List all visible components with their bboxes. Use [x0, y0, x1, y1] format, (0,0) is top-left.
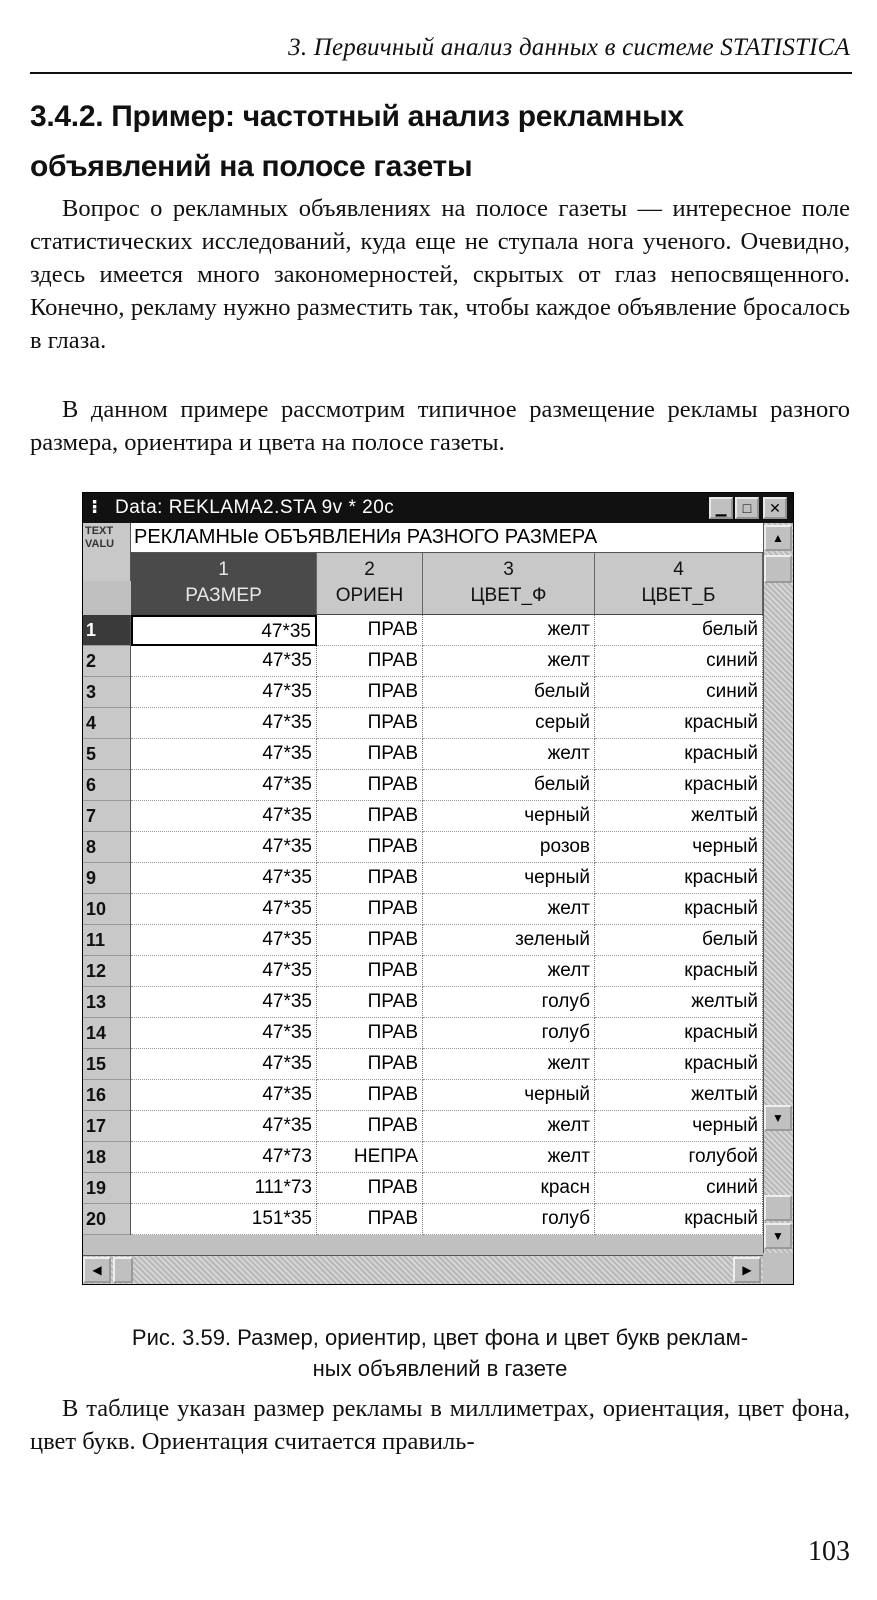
- table-cell[interactable]: зеленый: [423, 925, 595, 956]
- row-header[interactable]: 13: [83, 987, 130, 1018]
- table-cell[interactable]: 47*35: [131, 832, 317, 863]
- column-name: ЦВЕТ_Б: [641, 585, 716, 606]
- table-cell[interactable]: голуб: [423, 1018, 595, 1049]
- table-cell[interactable]: синий: [595, 646, 763, 677]
- table-cell[interactable]: красный: [595, 708, 763, 739]
- table-cell[interactable]: ПРАВ: [317, 1111, 423, 1142]
- column-number: 1: [218, 559, 229, 580]
- column-name: ОРИЕН: [335, 585, 404, 606]
- caption-line2: ных объявлений в газете: [312, 1356, 568, 1381]
- table-cell[interactable]: ПРАВ: [317, 987, 423, 1018]
- table-cell[interactable]: ПРАВ: [317, 1173, 423, 1204]
- row-header[interactable]: 4: [83, 708, 130, 739]
- table-cell[interactable]: 47*35: [131, 1018, 317, 1049]
- table-cell[interactable]: черный: [595, 832, 763, 863]
- table-cell[interactable]: 47*35: [131, 925, 317, 956]
- column-name: ЦВЕТ_Ф: [470, 585, 547, 606]
- window-titlebar[interactable]: [83, 493, 793, 523]
- row-header[interactable]: 12: [83, 956, 130, 987]
- system-menu-icon[interactable]: ⁝: [91, 497, 99, 518]
- table-cell[interactable]: 47*35: [131, 770, 317, 801]
- table-cell[interactable]: желт: [423, 739, 595, 770]
- table-cell[interactable]: красный: [595, 739, 763, 770]
- table-cell[interactable]: желт: [423, 956, 595, 987]
- section-title: [30, 92, 850, 192]
- table-cell[interactable]: ПРАВ: [317, 1049, 423, 1080]
- corner-label-values: VALU: [85, 538, 115, 550]
- paragraph-example: В данном примере рассмотрим типичное размещение рекламы разного размера, ориентира и цвета на полосе газеты.: [30, 396, 850, 456]
- table-cell[interactable]: белый: [423, 677, 595, 708]
- table-cell[interactable]: белый: [423, 770, 595, 801]
- table-cell[interactable]: желтый: [595, 1080, 763, 1111]
- column-header-3[interactable]: [423, 553, 595, 615]
- spreadsheet-window: [82, 492, 794, 1285]
- table-cell[interactable]: красн: [423, 1173, 595, 1204]
- table-cell[interactable]: 47*35: [131, 863, 317, 894]
- table-cell[interactable]: ПРАВ: [317, 739, 423, 770]
- table-cell[interactable]: 47*35: [131, 677, 317, 708]
- paragraph-table-description: В таблице указан размер рекламы в миллиметрах, ориентация, цвет фона, цвет букв. Ориентация считается правиль-: [30, 1395, 850, 1455]
- caption-line1: Рис. 3.59. Размер, ориентир, цвет фона и цвет букв реклам-: [131, 1325, 749, 1350]
- row-header[interactable]: 19: [83, 1173, 130, 1204]
- table-cell[interactable]: синий: [595, 1173, 763, 1204]
- figure-caption: [30, 1322, 850, 1384]
- table-cell[interactable]: черный: [423, 863, 595, 894]
- table-cell[interactable]: ПРАВ: [317, 677, 423, 708]
- table-cell[interactable]: 47*35: [131, 708, 317, 739]
- table-cell[interactable]: 47*35: [131, 956, 317, 987]
- table-cell[interactable]: желт: [423, 615, 595, 646]
- row-header[interactable]: 6: [83, 770, 130, 801]
- table-cell[interactable]: ПРАВ: [317, 925, 423, 956]
- table-cell[interactable]: синий: [595, 677, 763, 708]
- scroll-thumb-lower[interactable]: [764, 1195, 792, 1221]
- column-header-4[interactable]: [595, 553, 763, 615]
- row-header[interactable]: 2: [83, 646, 130, 677]
- scroll-down-button-lower[interactable]: ▼: [764, 1223, 792, 1249]
- horizontal-scrollbar[interactable]: [83, 1255, 763, 1284]
- header-rule: [30, 72, 852, 74]
- table-cell[interactable]: белый: [595, 925, 763, 956]
- table-cell[interactable]: желт: [423, 1049, 595, 1080]
- table-cell[interactable]: красный: [595, 956, 763, 987]
- row-header[interactable]: 10: [83, 894, 130, 925]
- minimize-button[interactable]: ▁: [709, 497, 733, 519]
- table-cell[interactable]: розов: [423, 832, 595, 863]
- section-title-line2: объявлений на полосе газеты: [30, 150, 473, 183]
- table-cell[interactable]: красный: [595, 1018, 763, 1049]
- table-cell[interactable]: голубой: [595, 1142, 763, 1173]
- spreadsheet-header-text[interactable]: РЕКЛАМНЫе ОБЪЯВЛЕНИя РАЗНОГО РАЗМЕРА: [131, 523, 763, 553]
- scroll-up-button[interactable]: ▲: [764, 525, 792, 551]
- paragraph-intro: Вопрос о рекламных объявлениях на полосе газеты — интересное поле статистических исследований, куда еще не ступала нога ученого. Очевидно, здесь имеется много закономерностей, скрытых от глаз непосвященного. Конечно, рекламу нужно разместить так, чтобы каждое объявление бросалось в глаза.: [30, 195, 850, 354]
- corner-label-text: TEXT: [85, 525, 114, 537]
- close-button[interactable]: ✕: [763, 497, 787, 519]
- horizontal-scroll-thumb[interactable]: [113, 1257, 133, 1283]
- row-header[interactable]: 3: [83, 677, 130, 708]
- window-title: Data: REKLAMA2.STA 9v * 20c: [115, 497, 395, 518]
- table-cell[interactable]: 47*35: [131, 801, 317, 832]
- table-cell[interactable]: красный: [595, 863, 763, 894]
- row-header[interactable]: 7: [83, 801, 130, 832]
- table-cell[interactable]: ПРАВ: [317, 708, 423, 739]
- table-cell[interactable]: голуб: [423, 1204, 595, 1235]
- table-cell[interactable]: 47*35: [131, 1080, 317, 1111]
- scroll-right-button[interactable]: ▶: [733, 1257, 761, 1283]
- scroll-left-button[interactable]: ◀: [83, 1257, 111, 1283]
- column-header-2[interactable]: [317, 553, 423, 615]
- table-cell[interactable]: ПРАВ: [317, 894, 423, 925]
- table-cell[interactable]: желт: [423, 1111, 595, 1142]
- table-cell[interactable]: ПРАВ: [317, 832, 423, 863]
- table-cell[interactable]: 111*73: [131, 1173, 317, 1204]
- table-cell[interactable]: ПРАВ: [317, 1080, 423, 1111]
- table-cell[interactable]: белый: [595, 615, 763, 646]
- table-cell[interactable]: желт: [423, 1142, 595, 1173]
- row-header[interactable]: 5: [83, 739, 130, 770]
- table-cell[interactable]: НЕПРА: [317, 1142, 423, 1173]
- table-cell[interactable]: черный: [423, 1080, 595, 1111]
- table-cell[interactable]: 47*35: [131, 894, 317, 925]
- table-cell[interactable]: ПРАВ: [317, 770, 423, 801]
- table-cell[interactable]: ПРАВ: [317, 1018, 423, 1049]
- table-cell[interactable]: 47*35: [131, 615, 317, 646]
- row-header[interactable]: 8: [83, 832, 130, 863]
- column-number: 2: [364, 559, 375, 580]
- table-cell[interactable]: 47*73: [131, 1142, 317, 1173]
- row-header[interactable]: 15: [83, 1049, 130, 1080]
- row-header[interactable]: 1: [83, 615, 130, 646]
- table-cell[interactable]: ПРАВ: [317, 646, 423, 677]
- page-number: 103: [808, 1536, 850, 1567]
- table-cell[interactable]: 47*35: [131, 739, 317, 770]
- table-cell[interactable]: красный: [595, 1204, 763, 1235]
- vertical-scrollbar[interactable]: [763, 523, 793, 1253]
- column-number: 4: [673, 559, 684, 580]
- table-cell[interactable]: красный: [595, 894, 763, 925]
- table-cell[interactable]: черный: [423, 801, 595, 832]
- row-number-column: [83, 615, 131, 1235]
- row-header[interactable]: 16: [83, 1080, 130, 1111]
- table-cell[interactable]: желтый: [595, 987, 763, 1018]
- table-cell[interactable]: красный: [595, 1049, 763, 1080]
- scroll-down-button[interactable]: ▼: [764, 1105, 792, 1131]
- table-cell[interactable]: желтый: [595, 801, 763, 832]
- row-header[interactable]: 9: [83, 863, 130, 894]
- table-cell[interactable]: 47*35: [131, 646, 317, 677]
- table-cell[interactable]: 47*35: [131, 1111, 317, 1142]
- running-head: 3. Первичный анализ данных в системе STATISTICA: [288, 34, 850, 61]
- table-cell[interactable]: 47*35: [131, 987, 317, 1018]
- scroll-thumb[interactable]: [764, 555, 792, 583]
- table-cell[interactable]: ПРАВ: [317, 863, 423, 894]
- table-cell[interactable]: голуб: [423, 987, 595, 1018]
- table-cell[interactable]: черный: [595, 1111, 763, 1142]
- column-number: 3: [503, 559, 514, 580]
- table-cell[interactable]: желт: [423, 646, 595, 677]
- column-header-1[interactable]: [131, 553, 317, 615]
- row-header[interactable]: 14: [83, 1018, 130, 1049]
- maximize-button[interactable]: □: [735, 497, 759, 519]
- table-cell[interactable]: ПРАВ: [317, 615, 423, 646]
- row-header[interactable]: 20: [83, 1204, 130, 1235]
- row-header[interactable]: 17: [83, 1111, 130, 1142]
- table-cell[interactable]: 47*35: [131, 1049, 317, 1080]
- column-name: РАЗМЕР: [185, 585, 262, 606]
- data-grid: [131, 615, 763, 1235]
- table-cell[interactable]: ПРАВ: [317, 801, 423, 832]
- table-cell[interactable]: желт: [423, 894, 595, 925]
- row-header[interactable]: 18: [83, 1142, 130, 1173]
- section-title-line1: 3.4.2. Пример: частотный анализ рекламных: [30, 100, 684, 133]
- table-cell[interactable]: ПРАВ: [317, 1204, 423, 1235]
- table-cell[interactable]: серый: [423, 708, 595, 739]
- table-cell[interactable]: ПРАВ: [317, 956, 423, 987]
- select-all-corner[interactable]: [83, 523, 131, 581]
- table-cell[interactable]: 151*35: [131, 1204, 317, 1235]
- row-header[interactable]: 11: [83, 925, 130, 956]
- table-cell[interactable]: красный: [595, 770, 763, 801]
